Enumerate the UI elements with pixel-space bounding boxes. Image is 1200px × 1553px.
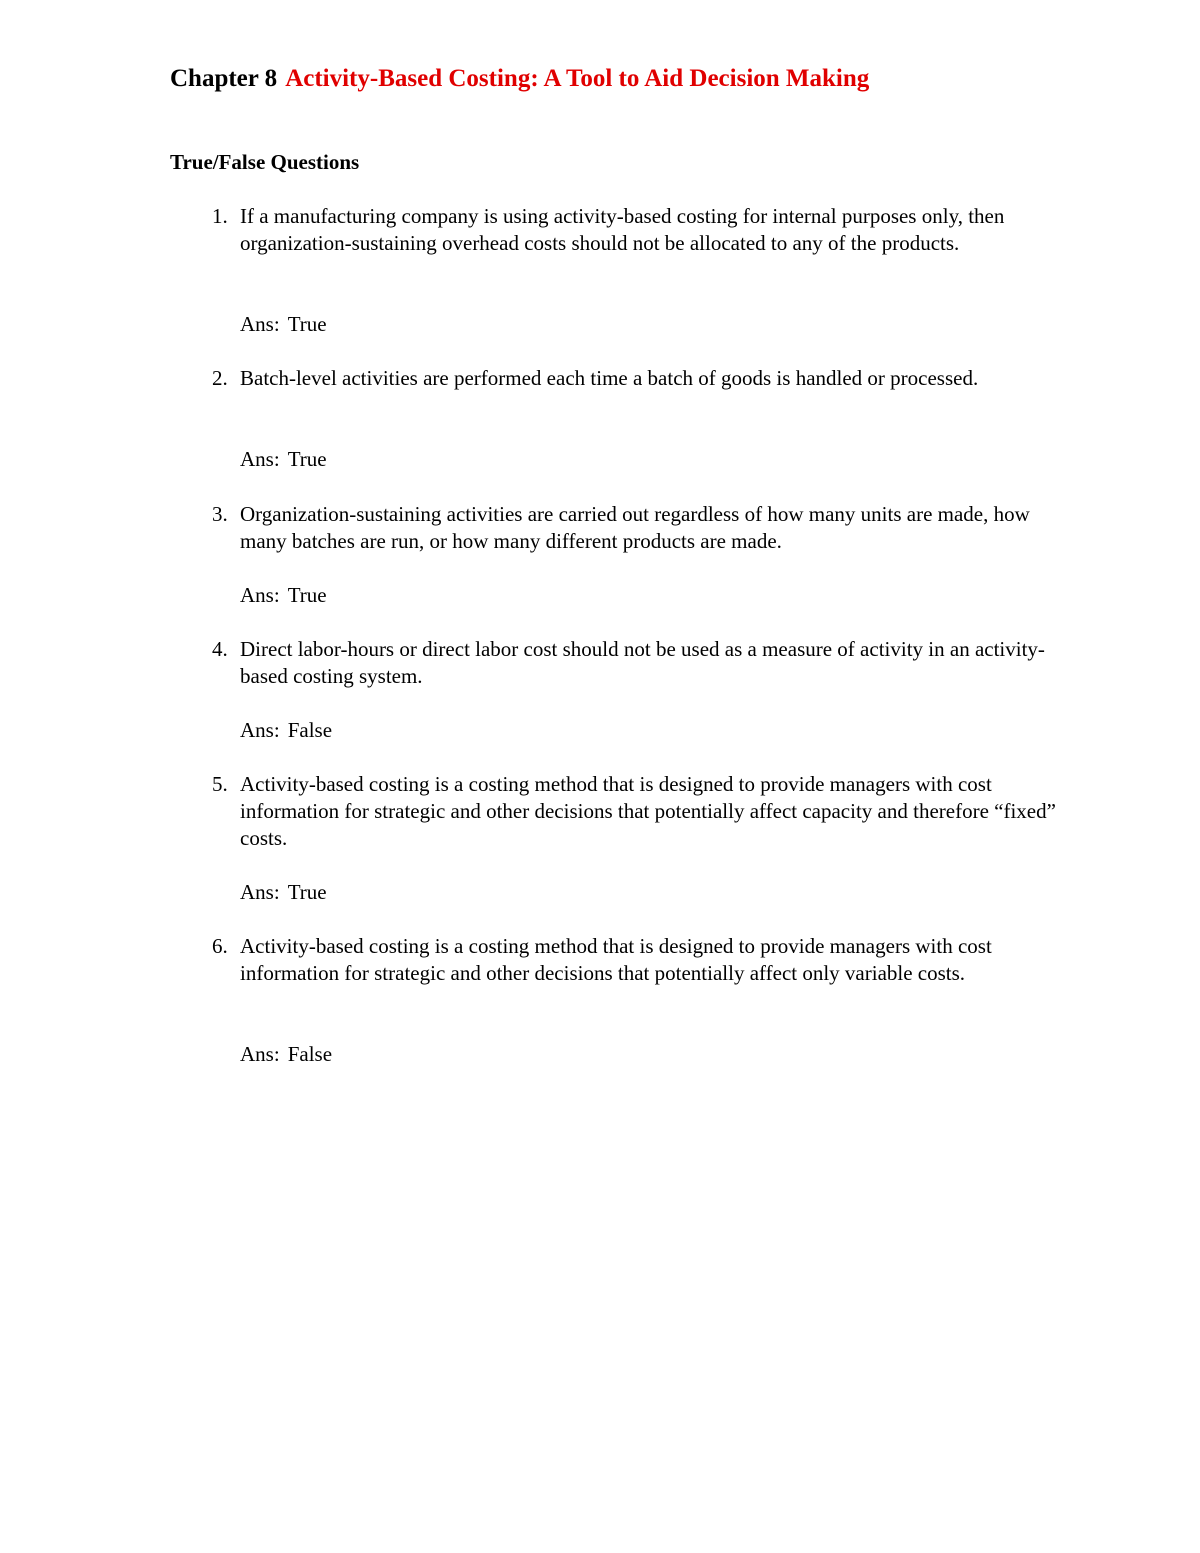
- answer-value: False: [287, 1042, 333, 1066]
- answer-label: Ans:: [240, 718, 280, 742]
- answer-line: [240, 717, 332, 744]
- answer-label: Ans:: [240, 880, 280, 904]
- question-number: 3.: [212, 502, 228, 526]
- answer-value: True: [287, 880, 327, 904]
- question-number: 1.: [212, 204, 228, 228]
- question-text: If a manufacturing company is using activity-based costing for internal purposes only, then organization-sustaining overhead costs should not be allocated to any of the products.: [240, 204, 1005, 255]
- chapter-title: Activity-Based Costing: A Tool to Aid Decision Making: [285, 65, 870, 92]
- answer-label: Ans:: [240, 583, 280, 607]
- question-number: 4.: [212, 637, 228, 661]
- answer-label: Ans:: [240, 312, 280, 336]
- question-number: 2.: [212, 366, 228, 390]
- answer-line: [240, 446, 327, 473]
- question-text: Organization-sustaining activities are carried out regardless of how many units are made, how many batches are run, or how many different products are made.: [240, 502, 1030, 553]
- chapter-heading: [170, 62, 869, 96]
- answer-value: True: [287, 447, 327, 471]
- section-heading: True/False Questions: [170, 150, 360, 174]
- question-number: 5.: [212, 772, 228, 796]
- answer-value: True: [287, 312, 327, 336]
- answer-line: [240, 311, 327, 338]
- answer-value: False: [287, 718, 333, 742]
- chapter-label: Chapter 8: [170, 65, 278, 92]
- answer-line: [240, 879, 327, 906]
- answer-label: Ans:: [240, 1042, 280, 1066]
- question-text: Activity-based costing is a costing method that is designed to provide managers with cost information for strategic and other decisions that potentially affect capacity and therefore “fixed” costs.: [240, 772, 1056, 850]
- question-text: Activity-based costing is a costing method that is designed to provide managers with cost information for strategic and other decisions that potentially affect only variable costs.: [240, 934, 992, 985]
- question-text: Direct labor-hours or direct labor cost should not be used as a measure of activity in an activity-based costing system.: [240, 637, 1045, 688]
- answer-label: Ans:: [240, 447, 280, 471]
- answer-value: True: [287, 583, 327, 607]
- question-number: 6.: [212, 934, 228, 958]
- answer-line: [240, 1041, 332, 1068]
- answer-line: [240, 582, 327, 609]
- question-text: Batch-level activities are performed each time a batch of goods is handled or processed.: [240, 366, 979, 390]
